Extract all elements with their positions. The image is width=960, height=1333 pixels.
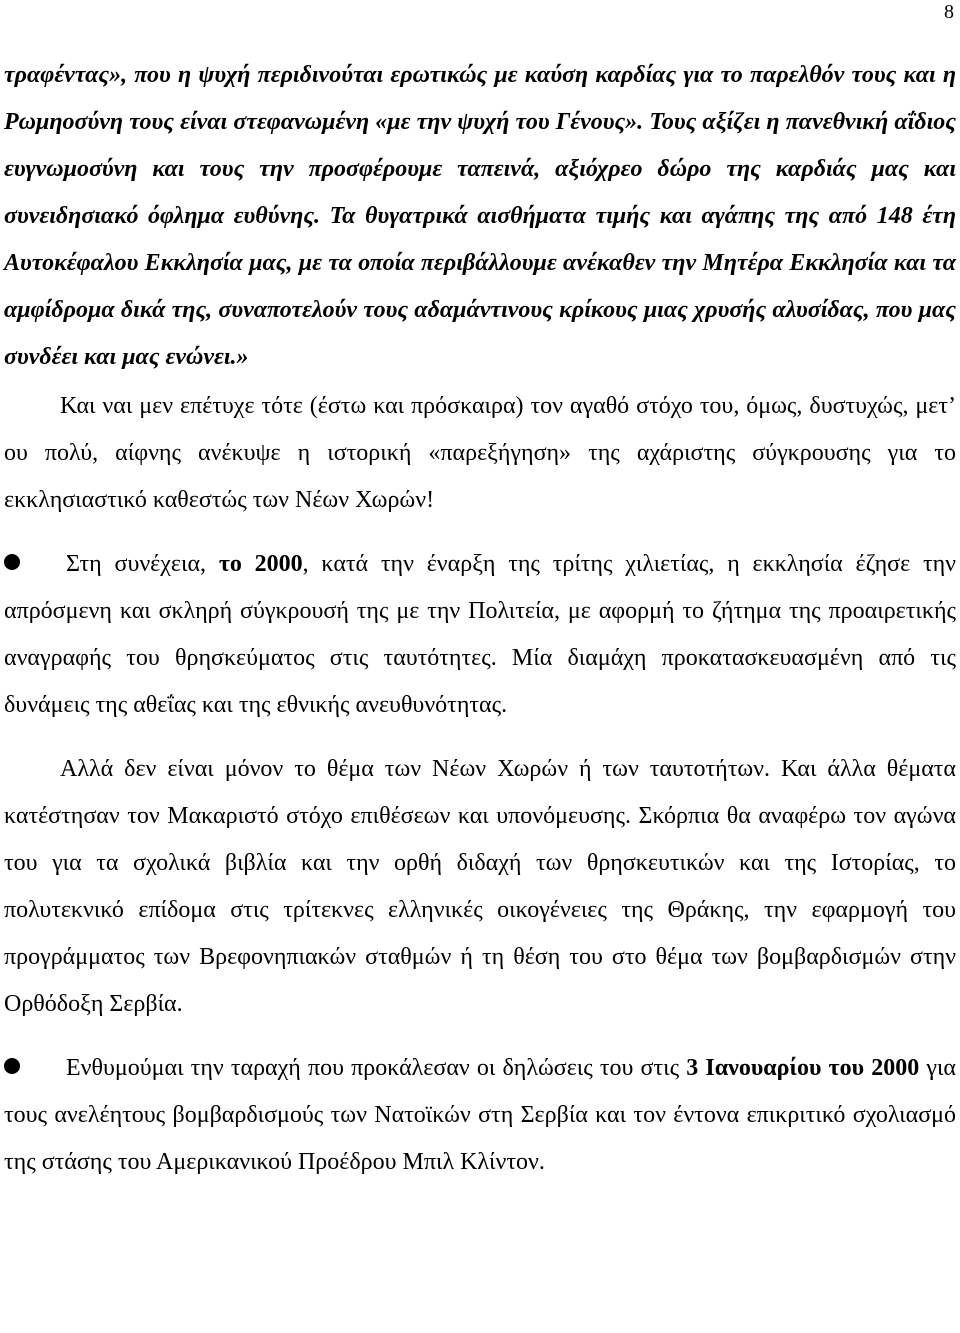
bullet-icon bbox=[4, 554, 20, 570]
bullet-bold-text: το 2000 bbox=[218, 551, 303, 577]
quote-paragraph: τραφέντας», που η ψυχή περιδινούται ερωτικώς με καύση καρδίας για το παρελθόν τους και η Ρωμηοσύνη τους είναι στεφανωμένη «με την ψυχή του Γένους». Τους αξίζει η πανεθνική αΐδιος ευγνωμοσύνη και τους την προσφέρουμε ταπεινά, αξιόχρεο δώρο της καρδιάς μας και συνειδησιακό όφλημα ευθύνης. Τα θυγατρικά αισθήματα τιμής και αγάπης της από 148 έτη Αυτοκέφαλου Εκκλησία μας, με τα οποία περιβάλλουμε ανέκαθεν την Μητέρα Εκκλησία και τα αμφίδρομα δικά της, συναποτελούν τους αδαμάντινους κρίκους μιας χρυσής αλυσίδας, που μας συνδέει και μας ενώνει.» bbox=[4, 62, 956, 370]
paragraph-new-lands: Και ναι μεν επέτυχε τότε (έστω και πρόσκαιρα) τον αγαθό στόχο του, όμως, δυστυχώς, μετ’ ου πολύ, αίφνης ανέκυψε η ιστορική «παρεξήγηση» της αχάριστης σύγκρουσης για το εκκλησιαστικό καθεστώς των Νέων Χωρών! bbox=[4, 393, 956, 513]
bullet-lead-text: Ενθυμούμαι την ταραχή που προκάλεσαν οι δηλώσεις του στις bbox=[66, 1055, 687, 1081]
bullet-rest-text: , κατά την έναρξη της τρίτης χιλιετίας, η εκκλησία έζησε την απρόσμενη και σκληρή σύγκρουσή της με την Πολιτεία, με αφορμή το ζήτημα της προαιρετικής αναγραφής του θρησκεύματος στις ταυτότητες. Μία διαμάχη προκατασκευασμένη από τις δυνάμεις της αθεΐας και της εθνικής ανευθυνότητας. bbox=[4, 551, 956, 718]
bullet-paragraph-2000-conflict bbox=[4, 541, 956, 729]
bullet-bold-text: 3 Ιανουαρίου του 2000 bbox=[686, 1055, 920, 1081]
document-body bbox=[4, 52, 956, 1186]
bullet-rest-text: για τους ανελέητους βομβαρδισμούς των Νατοϊκών στη Σερβία και τον έντονα επικριτικό σχολιασμό της στάσης του Αμερικανικού Προέδρου Μπιλ Κλίντον. bbox=[4, 1055, 957, 1175]
bullet-lead-text: Στη συνέχεια, bbox=[66, 551, 219, 577]
bullet-paragraph-serbia-statements bbox=[4, 1045, 956, 1186]
paragraph-other-issues: Αλλά δεν είναι μόνον το θέμα των Νέων Χωρών ή των ταυτοτήτων. Και άλλα θέματα κατέστησαν τον Μακαριστό στόχο επιθέσεων και υπονόμευσης. Σκόρπια θα αναφέρω τον αγώνα του για τα σχολικά βιβλία και την ορθή διδαχή των θρησκευτικών και της Ιστορίας, το πολυτεκνικό επίδομα στις τρίτεκνες ελληνικές οικογένειες της Θράκης, την εφαρμογή του προγράμματος των Βρεφονηπιακών σταθμών ή τη θέση του στο θέμα των βομβαρδισμών στην Ορθόδοξη Σερβία. bbox=[4, 756, 956, 1017]
page-number: 8 bbox=[944, 1, 954, 23]
bullet-icon bbox=[4, 1058, 20, 1074]
